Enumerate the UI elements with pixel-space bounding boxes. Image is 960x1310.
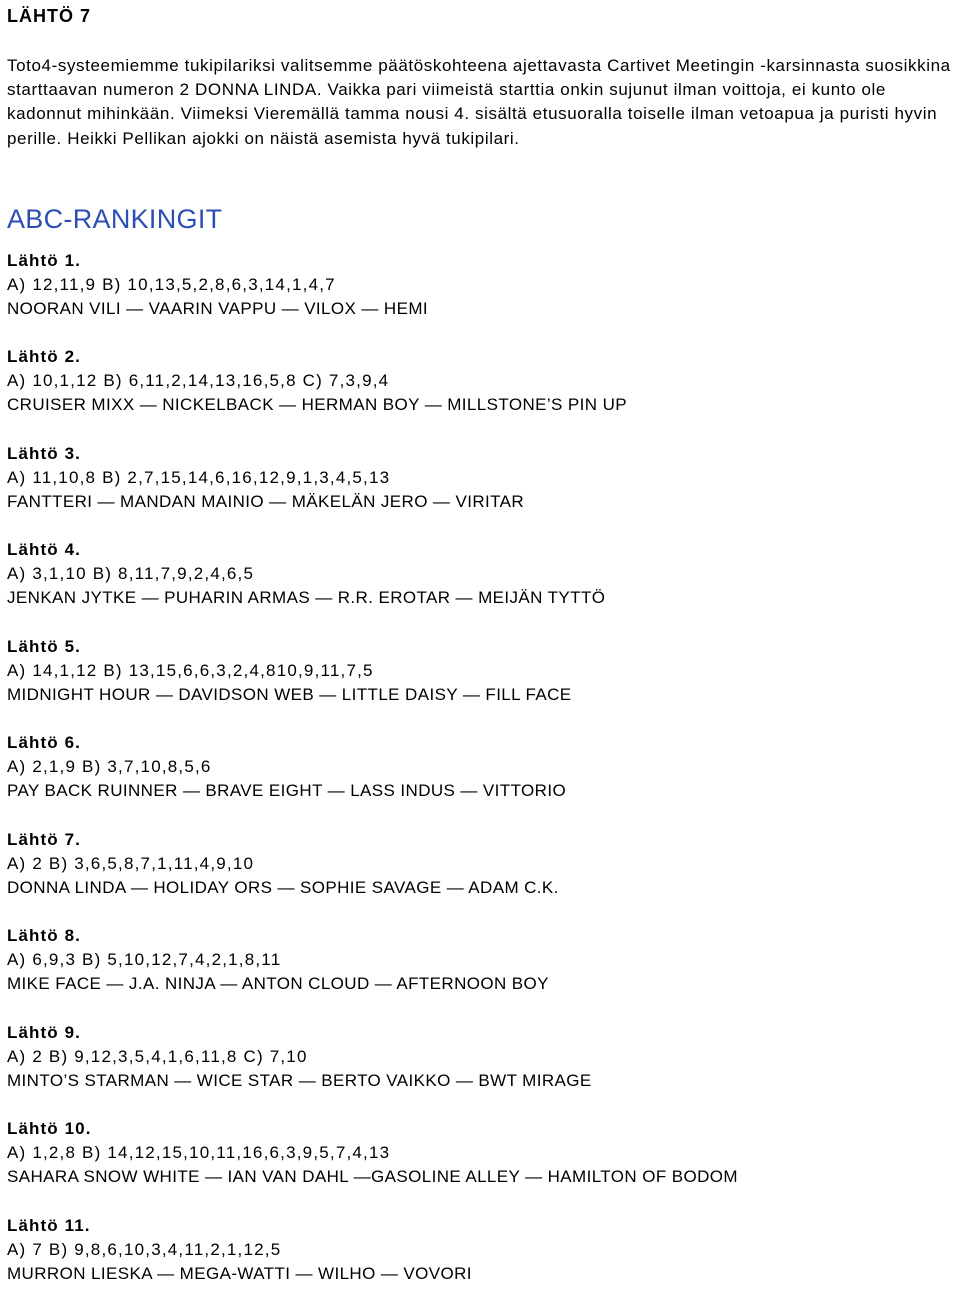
race-horses: MIKE FACE — J.A. NINJA — ANTON CLOUD — AFTERNOON BOY xyxy=(7,974,549,994)
race-horses: MINTO’S STARMAN — WICE STAR — BERTO VAIKKO — BWT MIRAGE xyxy=(7,1070,592,1090)
race-horses: MIDNIGHT HOUR — DAVIDSON WEB — LITTLE DAISY — FILL FACE xyxy=(7,684,572,704)
race-picks: A) 11,10,8 B) 2,7,15,14,6,16,12,9,1,3,4,5,13 xyxy=(7,467,391,487)
race-label: Lähtö 10. xyxy=(7,1119,92,1139)
race-horses: NOORAN VILI — VAARIN VAPPU — VILOX — HEMI xyxy=(7,298,429,318)
race-picks: A) 12,11,9 B) 10,13,5,2,8,6,3,14,1,4,7 xyxy=(7,274,336,294)
race-label: Lähtö 7. xyxy=(7,829,81,849)
race-block xyxy=(7,1212,960,1309)
race-label: Lähtö 1. xyxy=(7,250,81,270)
race-picks: A) 10,1,12 B) 6,11,2,14,13,16,5,8 C) 7,3,9,4 xyxy=(7,371,390,391)
intro-paragraph: Toto4-systeemiemme tukipilariksi valitsemme päätöskohteena ajettavasta Cartivet Meetingin -karsinnasta suosikkina starttaavan numeron 2 DONNA LINDA. Vaikka pari viimeistä starttia onkin sujunut ilman voittoja, ei kunto ole kadonnut mihinkään. Viimeksi Vieremällä tamma nousi 4. sisältä etusuoralla toiselle ilman vetoapua ja puristi hyvin perille. Heikki Pellikan ajokki on näistä asemista hyvä tukipilari. xyxy=(7,56,951,148)
race-horses: FANTTERI — MANDAN MAINIO — MÄKELÄN JERO — VIRITAR xyxy=(7,491,525,511)
race-horses: MURRON LIESKA — MEGA-WATTI — WILHO — VOVORI xyxy=(7,1263,472,1283)
race-horses: JENKAN JYTKE — PUHARIN ARMAS — R.R. EROTAR — MEIJÄN TYTTÖ xyxy=(7,588,606,608)
race-horses: CRUISER MIXX — NICKELBACK — HERMAN BOY — MILLSTONE’S PIN UP xyxy=(7,395,627,415)
race-block xyxy=(7,1019,960,1116)
race-block xyxy=(7,440,960,537)
race-label: Lähtö 2. xyxy=(7,347,81,367)
race-picks: A) 7 B) 9,8,6,10,3,4,11,2,1,12,5 xyxy=(7,1239,282,1259)
race-block xyxy=(7,343,960,440)
race-label: Lähtö 6. xyxy=(7,733,81,753)
race-block xyxy=(7,1115,960,1212)
race-picks: A) 3,1,10 B) 8,11,7,9,2,4,6,5 xyxy=(7,564,255,584)
race-block xyxy=(7,729,960,826)
race-block xyxy=(7,536,960,633)
race-picks: A) 2 B) 3,6,5,8,7,1,11,4,9,10 xyxy=(7,853,255,873)
race-horses: SAHARA SNOW WHITE — IAN VAN DAHL —GASOLINE ALLEY — HAMILTON OF BODOM xyxy=(7,1167,738,1187)
race-picks: A) 6,9,3 B) 5,10,12,7,4,2,1,8,11 xyxy=(7,950,282,970)
race-label: Lähtö 4. xyxy=(7,540,81,560)
race-label: Lähtö 3. xyxy=(7,443,81,463)
rankings-heading: ABC-RANKINGIT xyxy=(7,203,223,234)
race-label: Lähtö 9. xyxy=(7,1022,81,1042)
race-list xyxy=(7,247,960,1309)
race-picks: A) 2,1,9 B) 3,7,10,8,5,6 xyxy=(7,757,212,777)
race-horses: DONNA LINDA — HOLIDAY ORS — SOPHIE SAVAGE — ADAM C.K. xyxy=(7,877,559,897)
race-block xyxy=(7,826,960,923)
race-horses: PAY BACK RUINNER — BRAVE EIGHT — LASS INDUS — VITTORIO xyxy=(7,781,567,801)
race-block xyxy=(7,922,960,1019)
race-block xyxy=(7,633,960,730)
race-block xyxy=(7,247,960,344)
race-picks: A) 14,1,12 B) 13,15,6,6,3,2,4,810,9,11,7,5 xyxy=(7,660,374,680)
race-picks: A) 2 B) 9,12,3,5,4,1,6,11,8 C) 7,10 xyxy=(7,1046,308,1066)
race-title: LÄHTÖ 7 xyxy=(7,6,92,26)
race-label: Lähtö 5. xyxy=(7,636,81,656)
race-label: Lähtö 8. xyxy=(7,926,81,946)
race-picks: A) 1,2,8 B) 14,12,15,10,11,16,6,3,9,5,7,4,13 xyxy=(7,1143,391,1163)
race-label: Lähtö 11. xyxy=(7,1215,91,1235)
